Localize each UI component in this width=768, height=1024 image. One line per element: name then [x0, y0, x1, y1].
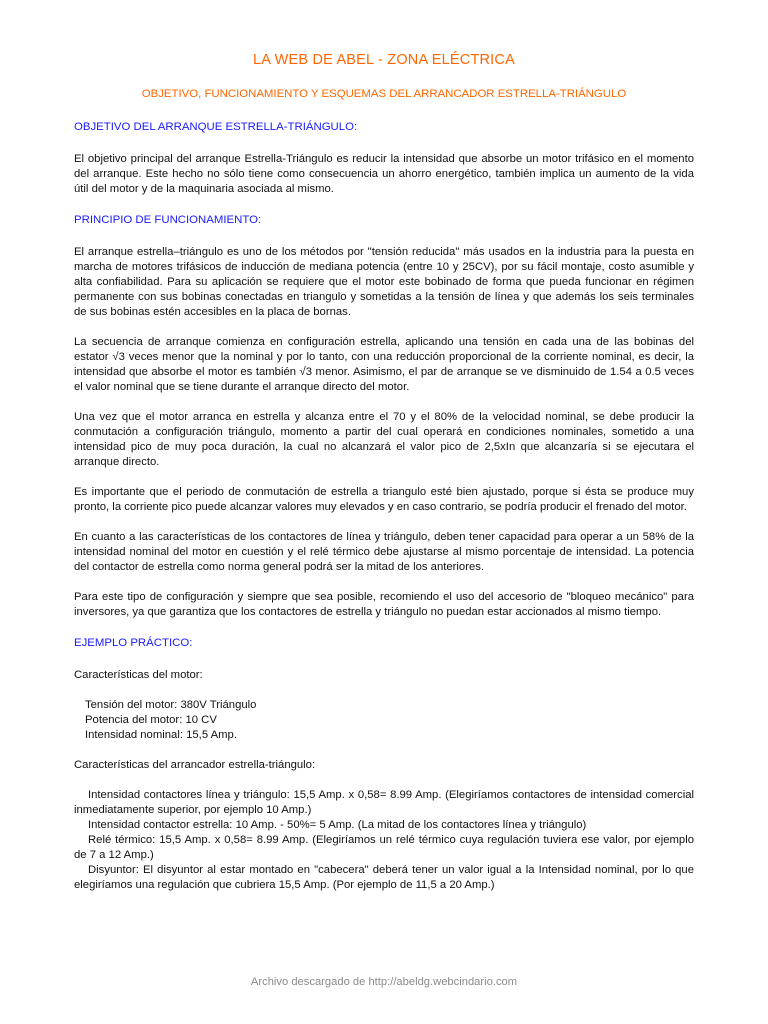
- paragraph-principle-5: En cuanto a las características de los contactores de línea y triángulo, deben tener capacidad para operar a un 58% de la intensidad nominal del motor en cuestión y el relé térmico debe ajustarse al mismo porcentaje de intensidad. La potencia del contactor de estrella como norma general podrá ser la mitad de los anteriores.: [74, 531, 694, 573]
- starter-item-breaker: Disyuntor: El disyuntor al estar montado en "cabecera" deberá tener un valor igual a la Intensidad nominal, por lo que elegiríamos una regulación que cubriera 15,5 Amp. (Por ejemplo de 11,5 a 20 Amp.): [74, 864, 694, 891]
- section-heading-objective: OBJETIVO DEL ARRANQUE ESTRELLA-TRIÁNGULO:: [74, 121, 358, 133]
- motor-line-voltage: Tensión del motor: 380V Triángulo: [85, 699, 257, 711]
- starter-item-star-contactor: Intensidad contactor estrella: 10 Amp. - 50%= 5 Amp. (La mitad de los contactores línea y triángulo): [88, 819, 587, 831]
- paragraph-objective: El objetivo principal del arranque Estrella-Triángulo es reducir la intensidad que absorbe un motor trifásico en el momento del arranque. Este hecho no sólo tiene como consecuencia un ahorro energético, también implica un aumento de la vida útil del motor y de la maquinaria asociada al mismo.: [74, 153, 694, 195]
- motor-characteristics-label: Características del motor:: [74, 669, 203, 681]
- paragraph-principle-3: Una vez que el motor arranca en estrella y alcanza entre el 70 y el 80% de la velocidad nominal, se debe producir la conmutación a configuración triángulo, momento a partir del cual operará en condiciones nominales, sometido a una intensidad pico de muy poca duración, la cual no alcanzará el valor pico de 2,5xIn que alcanzaría si se ejecutara el arranque directo.: [74, 411, 694, 468]
- starter-item-thermal-relay: Relé térmico: 15,5 Amp. x 0,58= 8.99 Amp. (Elegiríamos un relé térmico cuya regulación tuviera ese valor, por ejemplo de 7 a 12 Amp.): [74, 834, 694, 861]
- page-title: LA WEB DE ABEL - ZONA ELÉCTRICA: [253, 52, 515, 68]
- paragraph-principle-6: Para este tipo de configuración y siempre que sea posible, recomiendo el uso del accesorio de "bloqueo mecánico" para inversores, ya que garantiza que los contactores de estrella y triángulo no puedan estar accionados al mismo tiempo.: [74, 591, 694, 618]
- footer-source-note: Archivo descargado de http://abeldg.webcindario.com: [250, 976, 518, 988]
- motor-line-current: Intensidad nominal: 15,5 Amp.: [85, 729, 237, 741]
- paragraph-principle-1: El arranque estrella–triángulo es uno de los métodos por "tensión reducida" más usados en la industria para la puesta en marcha de motores trifásicos de inducción de mediana potencia (entre 10 y 25CV), por su fácil montaje, costo asumible y alta confiabilidad. Para su aplicación se requiere que el motor este bobinado de forma que pueda funcionar en régimen permanente con sus bobinas conectadas en triangulo y sometidas a la tensión de línea y que además los seis terminales de sus bobinas estén accesibles en la placa de bornas.: [74, 246, 694, 318]
- starter-item-line-contactors: Intensidad contactores línea y triángulo: 15,5 Amp. x 0,58= 8.99 Amp. (Elegiríamos contactores de intensidad comercial inmediatamente superior, por ejemplo 10 Amp.): [74, 789, 694, 816]
- page-subtitle: OBJETIVO, FUNCIONAMIENTO Y ESQUEMAS DEL ARRANCADOR ESTRELLA-TRIÁNGULO: [141, 88, 627, 100]
- section-heading-example: EJEMPLO PRÁCTICO:: [74, 637, 193, 649]
- motor-line-power: Potencia del motor: 10 CV: [85, 714, 217, 726]
- paragraph-principle-4: Es importante que el periodo de conmutación de estrella a triangulo esté bien ajustado, porque si ésta se produce muy pronto, la corriente pico puede alcanzar valores muy elevados y en caso contrario, se podría producir el frenado del motor.: [74, 486, 694, 513]
- starter-characteristics-label: Características del arrancador estrella-triángulo:: [74, 759, 316, 771]
- document-body: [74, 120, 694, 893]
- section-heading-principle: PRINCIPIO DE FUNCIONAMIENTO:: [74, 214, 262, 226]
- paragraph-principle-2: La secuencia de arranque comienza en configuración estrella, aplicando una tensión en cada una de las bobinas del estator √3 veces menor que la nominal y por lo tanto, con una reducción proporcional de la corriente nominal, es decir, la intensidad que absorbe el motor es también √3 menor. Asimismo, el par de arranque se ve disminuido de 1.54 a 0.5 veces el valor nominal que se tiene durante el arranque directo del motor.: [74, 336, 694, 393]
